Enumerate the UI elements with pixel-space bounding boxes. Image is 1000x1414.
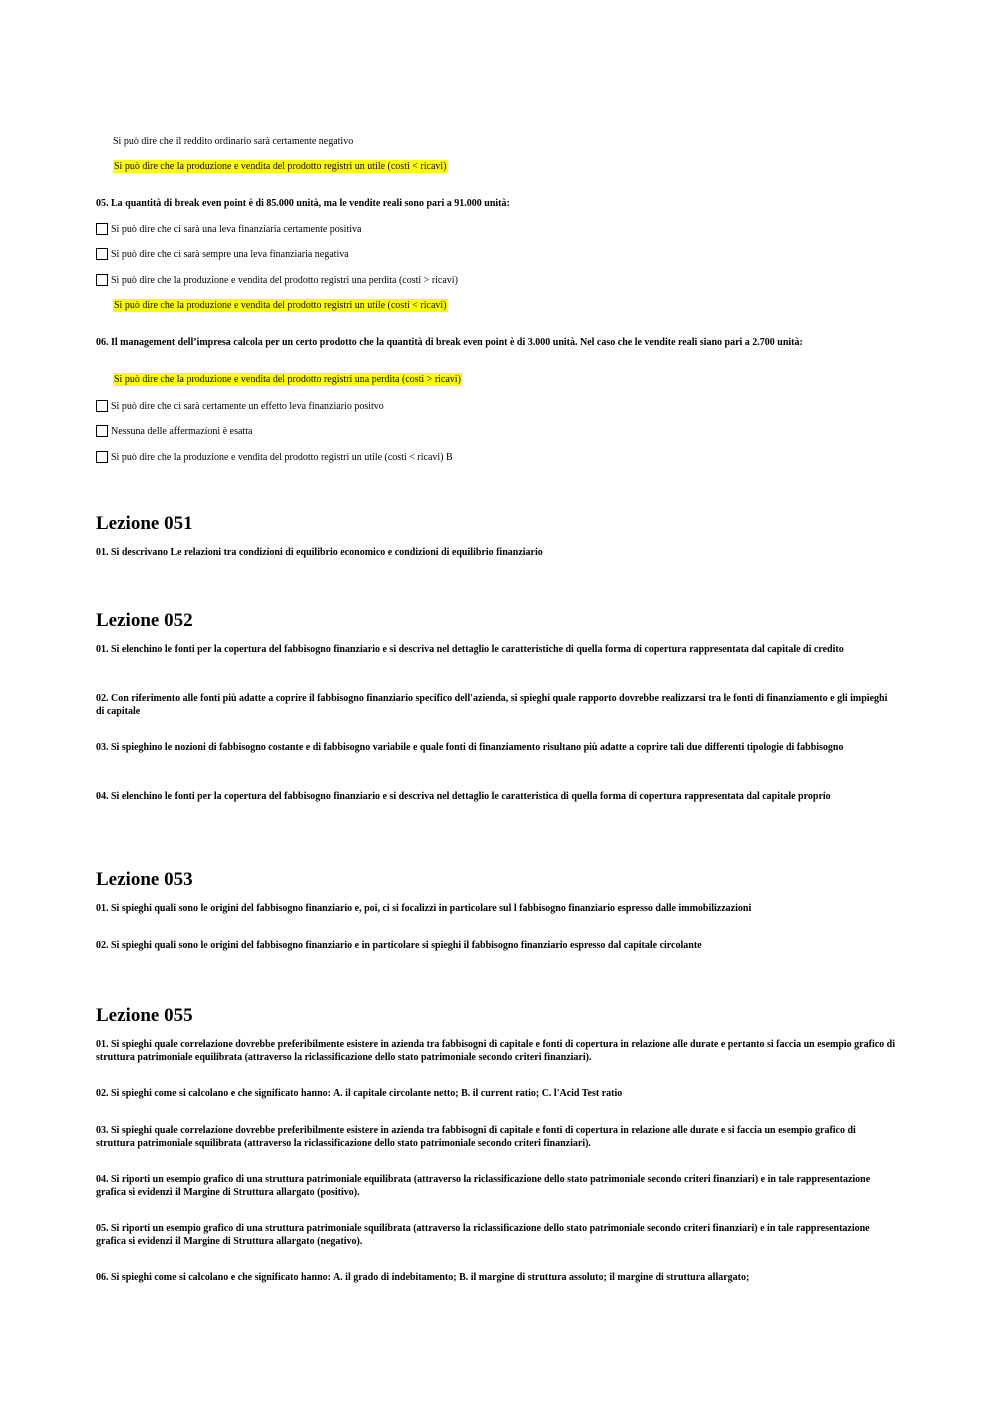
checkbox[interactable] [96, 223, 108, 235]
option-text: Nessuna delle affermazioni è esatta [111, 425, 253, 437]
answer-option[interactable] [96, 398, 896, 414]
highlighted-option-text: Si può dire che la produzione e vendita del prodotto registri un utile (costi < ricavi) [114, 299, 447, 311]
lesson-question: 01. Si elenchino le fonti per la copertura del fabbisogno finanziario e si descriva nel dettaglio le caratteristiche di quella forma di copertura rappresentata dal capitale di credito [96, 644, 844, 655]
lesson-question: 01. Si spieghi quali sono le origini del fabbisogno finanziario e, poi, ci si focalizzi in particolare sul l fabbisogno finanziario espresso dalle immobilizzazioni [96, 903, 752, 914]
lesson-question: 02. Si spieghi come si calcolano e che significato hanno: A. il capitale circolante netto; B. il current ratio; C. l'Acid Test ratio [96, 1088, 623, 1099]
lesson-question: 04. Si elenchino le fonti per la copertura del fabbisogno finanziario e si descriva nel dettaglio le caratteristica di quella forma di copertura rappresentata dal capitale proprio [96, 791, 831, 802]
answer-option-correct [96, 371, 913, 387]
checkbox[interactable] [96, 274, 108, 286]
checkbox[interactable] [96, 248, 108, 260]
option-text: Si può dire che la produzione e vendita del prodotto registri un utile (costi < ricavi) B [111, 451, 453, 463]
lesson-heading: Lezione 053 [96, 869, 193, 890]
lesson-question: 04. Si riporti un esempio grafico di una struttura patrimoniale equilibrata (attraverso la riclassificazione dello stato patrimoniale secondo criteri finanziari) e in tale rappresentazione grafica si evidenzi il Margine di Struttura allargato (positivo). [96, 1174, 871, 1198]
highlighted-option-text: Si può dire che la produzione e vendita del prodotto registri una perdita (costi > ricavi) [114, 373, 461, 385]
checkbox[interactable] [96, 400, 108, 412]
lesson-question: 01. Si spieghi quale correlazione dovrebbe preferibilmente esistere in azienda tra fabbisogni di capitale e fonti di copertura in relazione alle durate e pertanto si faccia un esempio grafico di struttura patrimoniale equilibrata (attraverso la riclassificazione dello stato patrimoniale secondo criteri finanziari). [96, 1039, 895, 1063]
checkbox[interactable] [96, 425, 108, 437]
checkbox[interactable] [96, 451, 108, 463]
lesson-heading: Lezione 052 [96, 610, 193, 631]
answer-option-correct [96, 297, 913, 313]
lesson-heading: Lezione 055 [96, 1005, 193, 1026]
lesson-question: 02. Si spieghi quali sono le origini del fabbisogno finanziario e in particolare si spieghi il fabbisogno finanziario espresso dal capitale circolante [96, 940, 702, 951]
answer-option[interactable] [96, 449, 896, 465]
answer-option[interactable] [96, 272, 896, 288]
question-06: 06. Il management dell’impresa calcola per un certo prodotto che la quantità di break even point è di 3.000 unità. Nel caso che le vendite reali siano pari a 2.700 unità: [96, 337, 803, 348]
option-text: Si può dire che ci sarà certamente un effetto leva finanziario positvo [111, 400, 384, 412]
lesson-question: 01. Si descrivano Le relazioni tra condizioni di equilibrio economico e condizioni di equilibrio finanziario [96, 547, 543, 558]
option-text: Si può dire che ci sarà una leva finanziaria certamente positiva [111, 223, 362, 235]
question-05: 05. La quantità di break even point è di 85.000 unità, ma le vendite reali sono pari a 91.000 unità: [96, 198, 510, 209]
lesson-question: 03. Si spieghino le nozioni di fabbisogno costante e di fabbisogno variabile e quale fonti di finanziamento risultano più adatte a coprire tali due differenti tipologie di fabbisogno [96, 742, 844, 753]
highlighted-option-text: Si può dire che la produzione e vendita del prodotto registri un utile (costi < ricavi) [114, 160, 447, 172]
answer-option-correct [96, 158, 913, 174]
answer-option[interactable] [96, 246, 896, 262]
lesson-question: 03. Si spieghi quale correlazione dovrebbe preferibilmente esistere in azienda tra fabbisogni di capitale e fonti di copertura in relazione alle durate e si faccia un esempio grafico di struttura patrimoniale squilibrata (attraverso la riclassificazione dello stato patrimoniale secondo criteri finanziari). [96, 1125, 856, 1149]
lesson-question: 06. Si spieghi come si calcolano e che significato hanno: A. il grado di indebitamento; B. il margine di struttura assoluto; il margine di struttura allargato; [96, 1272, 750, 1283]
lesson-question: 05. Si riporti un esempio grafico di una struttura patrimoniale squilibrata (attraverso la riclassificazione dello stato patrimoniale secondo criteri finanziari) e in tale rappresentazione grafica si evidenzi il Margine di Struttura allargato (negativo). [96, 1223, 870, 1247]
lesson-heading: Lezione 051 [96, 513, 193, 534]
option-text: Si può dire che il reddito ordinario sarà certamente negativo [113, 135, 354, 147]
option-text: Si può dire che ci sarà sempre una leva finanziaria negativa [111, 248, 349, 260]
answer-option [96, 133, 913, 149]
lesson-question: 02. Con riferimento alle fonti più adatte a coprire il fabbisogno finanziario specifico dell'azienda, si spieghi quale rapporto dovrebbe realizzarsi tra le fonti di finanziamento e gli impieghi di capitale [96, 693, 888, 717]
answer-option[interactable] [96, 221, 896, 237]
option-text: Si può dire che la produzione e vendita del prodotto registri una perdita (costi > ricavi) [111, 274, 458, 286]
answer-option[interactable] [96, 423, 896, 439]
